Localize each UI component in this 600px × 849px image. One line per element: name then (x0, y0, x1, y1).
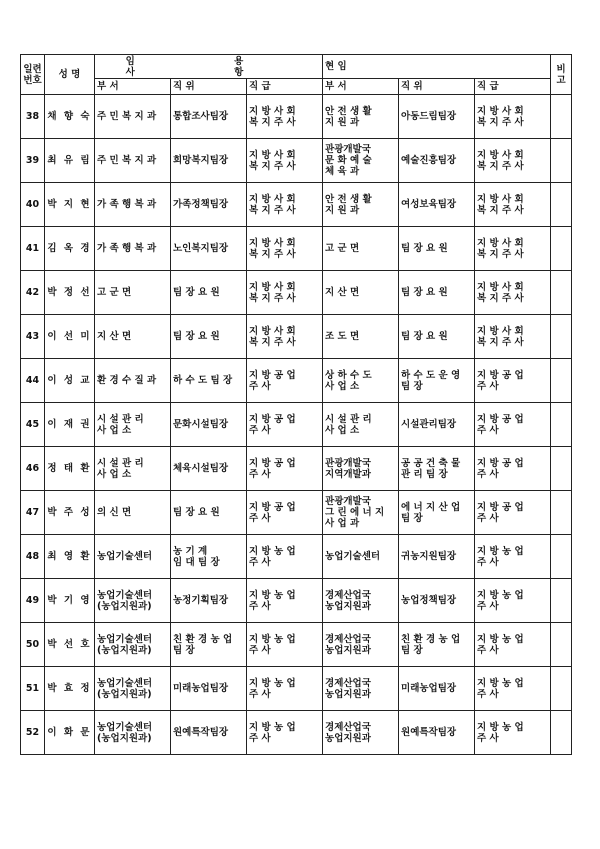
cell-text: 지 방 사 회 복 지 주 사 (249, 193, 296, 216)
cell-a-pos (171, 183, 247, 227)
person-name: 최 영 환 (45, 535, 95, 579)
person-name: 박 정 선 (45, 271, 95, 315)
serial-number: 43 (21, 315, 45, 359)
cell-a-grade (247, 667, 323, 711)
note-cell (551, 359, 572, 403)
table-row (21, 315, 572, 359)
note-cell (551, 139, 572, 183)
cell-text: 지 방 사 회 복 지 주 사 (477, 281, 524, 304)
table-row (21, 139, 572, 183)
cell-a-grade (247, 95, 323, 139)
person-name: 이 선 미 (45, 315, 95, 359)
cell-c-pos (399, 315, 475, 359)
cell-text: 관광개발국 지역개발과 (325, 457, 371, 480)
serial-number: 52 (21, 711, 45, 755)
cell-c-pos (399, 227, 475, 271)
cell-a-dept (95, 535, 171, 579)
cell-c-grade (475, 403, 551, 447)
table-row (21, 183, 572, 227)
person-name: 이 성 교 (45, 359, 95, 403)
cell-text: 공 공 건 축 물 관 리 팀 장 (401, 457, 461, 480)
cell-text: 귀농지원팀장 (401, 551, 457, 562)
cell-text: 지 방 사 회 복 지 주 사 (477, 149, 524, 172)
cell-c-pos (399, 403, 475, 447)
cell-text: 농업기술센터 (농업지원과) (97, 677, 153, 700)
cell-text: 안 전 생 활 지 원 과 (325, 105, 372, 128)
note-cell (551, 623, 572, 667)
cell-c-grade (475, 711, 551, 755)
cell-c-dept (323, 623, 399, 667)
current-position-header (323, 55, 551, 79)
cell-c-dept (323, 579, 399, 623)
cell-text: 관광개발국 그 린 에 너 지 사 업 과 (325, 496, 385, 529)
serial-number: 40 (21, 183, 45, 227)
note-header: 비 고 (551, 55, 572, 95)
cell-a-pos (171, 579, 247, 623)
cell-text: 의 신 면 (97, 507, 132, 518)
cell-text: 지 방 사 회 복 지 주 사 (249, 325, 296, 348)
cell-c-pos (399, 491, 475, 535)
appoint-position-header: 직 위 (171, 79, 247, 95)
serial-number: 48 (21, 535, 45, 579)
cell-c-pos (399, 359, 475, 403)
cell-a-dept (95, 139, 171, 183)
cell-text: 상 하 수 도 사 업 소 (325, 369, 372, 392)
note-cell (551, 315, 572, 359)
cell-text: 고 군 면 (97, 287, 132, 298)
cell-a-dept (95, 623, 171, 667)
current-header-text: 현 임 (325, 61, 347, 72)
note-cell (551, 183, 572, 227)
cell-text: 지 방 농 업 주 사 (477, 633, 524, 656)
cell-c-dept (323, 271, 399, 315)
person-name: 박 기 영 (45, 579, 95, 623)
cell-text: 팀 장 요 원 (401, 287, 448, 298)
cell-c-dept (323, 535, 399, 579)
note-cell (551, 711, 572, 755)
cell-c-dept (323, 667, 399, 711)
note-cell (551, 667, 572, 711)
table-row (21, 359, 572, 403)
cell-a-grade (247, 711, 323, 755)
personnel-appointment-table (20, 54, 572, 755)
cell-text: 지 방 사 회 복 지 주 사 (249, 149, 296, 172)
note-cell (551, 95, 572, 139)
serial-number: 47 (21, 491, 45, 535)
cell-text: 지 방 공 업 주 사 (477, 457, 524, 480)
cell-c-pos (399, 183, 475, 227)
serial-number: 44 (21, 359, 45, 403)
person-name: 최 유 림 (45, 139, 95, 183)
cell-text: 지 방 공 업 주 사 (249, 501, 296, 524)
cell-text: 미래농업팀장 (173, 683, 229, 694)
cell-c-grade (475, 183, 551, 227)
serial-number: 39 (21, 139, 45, 183)
person-name: 김 옥 경 (45, 227, 95, 271)
current-grade-header: 직 급 (475, 79, 551, 95)
cell-c-dept (323, 711, 399, 755)
cell-a-pos (171, 403, 247, 447)
cell-a-dept (95, 711, 171, 755)
cell-text: 체육시설팀장 (173, 463, 229, 474)
note-cell (551, 579, 572, 623)
cell-c-dept (323, 95, 399, 139)
table-row (21, 535, 572, 579)
table-row (21, 271, 572, 315)
table-row (21, 579, 572, 623)
cell-text: 농업정책팀장 (401, 595, 457, 606)
cell-a-grade (247, 447, 323, 491)
cell-text: 지 방 공 업 주 사 (477, 413, 524, 436)
table-row (21, 623, 572, 667)
serial-number: 51 (21, 667, 45, 711)
cell-text: 노인복지팀장 (173, 243, 229, 254)
cell-a-pos (171, 623, 247, 667)
table-row (21, 95, 572, 139)
person-name: 이 화 문 (45, 711, 95, 755)
serial-header: 일련 번호 (21, 55, 45, 95)
cell-c-grade (475, 315, 551, 359)
person-name: 박 주 성 (45, 491, 95, 535)
current-position-col-header: 직 위 (399, 79, 475, 95)
cell-c-dept (323, 139, 399, 183)
cell-text: 지 방 농 업 주 사 (477, 721, 524, 744)
current-dept-header: 부 서 (323, 79, 399, 95)
cell-text: 팀 장 요 원 (401, 243, 448, 254)
cell-text: 지 방 사 회 복 지 주 사 (249, 281, 296, 304)
cell-text: 농업기술센터 (농업지원과) (97, 721, 153, 744)
person-name: 이 재 권 (45, 403, 95, 447)
cell-a-grade (247, 315, 323, 359)
cell-a-pos (171, 491, 247, 535)
cell-text: 지 산 면 (325, 287, 360, 298)
serial-number: 41 (21, 227, 45, 271)
cell-text: 주 민 복 지 과 (97, 155, 157, 166)
cell-c-pos (399, 95, 475, 139)
cell-text: 지 방 농 업 주 사 (249, 721, 296, 744)
cell-c-grade (475, 139, 551, 183)
cell-text: 지 방 농 업 주 사 (249, 589, 296, 612)
cell-text: 원예특작팀장 (173, 727, 229, 738)
cell-a-dept (95, 315, 171, 359)
cell-text: 지 방 농 업 주 사 (477, 677, 524, 700)
appoint-grade-header: 직 급 (247, 79, 323, 95)
table-row (21, 447, 572, 491)
cell-c-pos (399, 623, 475, 667)
cell-c-grade (475, 667, 551, 711)
cell-a-dept (95, 447, 171, 491)
cell-a-grade (247, 623, 323, 667)
cell-a-dept (95, 491, 171, 535)
cell-c-dept (323, 315, 399, 359)
person-name: 박 지 현 (45, 183, 95, 227)
serial-number: 45 (21, 403, 45, 447)
note-cell (551, 491, 572, 535)
cell-text: 하 수 도 팀 장 (173, 375, 233, 386)
cell-text: 지 방 농 업 주 사 (249, 633, 296, 656)
cell-text: 지 방 사 회 복 지 주 사 (477, 325, 524, 348)
table-row (21, 403, 572, 447)
cell-a-pos (171, 359, 247, 403)
cell-a-grade (247, 227, 323, 271)
cell-text: 지 산 면 (97, 331, 132, 342)
cell-text: 원예특작팀장 (401, 727, 457, 738)
cell-text: 팀 장 요 원 (401, 331, 448, 342)
cell-text: 희망복지팀장 (173, 155, 229, 166)
appoint-dept-header: 부 서 (95, 79, 171, 95)
cell-text: 지 방 농 업 주 사 (249, 677, 296, 700)
cell-text: 아동드림팀장 (401, 111, 457, 122)
cell-text: 하 수 도 운 영 팀 장 (401, 369, 461, 392)
name-header: 성 명 (45, 55, 95, 95)
cell-text: 통합조사팀장 (173, 111, 229, 122)
cell-text: 지 방 사 회 복 지 주 사 (477, 237, 524, 260)
cell-a-dept (95, 359, 171, 403)
cell-a-pos (171, 95, 247, 139)
cell-text: 지 방 공 업 주 사 (249, 457, 296, 480)
cell-text: 지 방 농 업 주 사 (477, 545, 524, 568)
cell-text: 여성보육팀장 (401, 199, 457, 210)
cell-a-pos (171, 315, 247, 359)
person-name: 박 효 정 (45, 667, 95, 711)
note-cell (551, 271, 572, 315)
cell-text: 지 방 농 업 주 사 (249, 545, 296, 568)
note-cell (551, 403, 572, 447)
cell-text: 에 너 지 산 업 팀 장 (401, 501, 461, 524)
cell-c-dept (323, 403, 399, 447)
cell-c-pos (399, 447, 475, 491)
cell-c-grade (475, 623, 551, 667)
cell-c-pos (399, 271, 475, 315)
cell-a-grade (247, 491, 323, 535)
cell-text: 문화시설팀장 (173, 419, 229, 430)
cell-c-pos (399, 711, 475, 755)
cell-text: 지 방 공 업 주 사 (249, 369, 296, 392)
cell-text: 농정기획팀장 (173, 595, 229, 606)
cell-c-grade (475, 359, 551, 403)
cell-c-pos (399, 579, 475, 623)
cell-a-grade (247, 359, 323, 403)
serial-number: 49 (21, 579, 45, 623)
cell-c-dept (323, 183, 399, 227)
cell-text: 조 도 면 (325, 331, 360, 342)
cell-text: 친 환 경 농 업 팀 장 (173, 633, 233, 656)
cell-text: 지 방 농 업 주 사 (477, 589, 524, 612)
cell-c-pos (399, 139, 475, 183)
cell-a-pos (171, 227, 247, 271)
note-cell (551, 227, 572, 271)
cell-a-dept (95, 95, 171, 139)
cell-c-grade (475, 271, 551, 315)
cell-text: 팀 장 요 원 (173, 287, 220, 298)
cell-c-pos (399, 535, 475, 579)
cell-c-pos (399, 667, 475, 711)
table-row (21, 491, 572, 535)
cell-c-grade (475, 535, 551, 579)
serial-number: 50 (21, 623, 45, 667)
cell-a-dept (95, 271, 171, 315)
cell-a-dept (95, 579, 171, 623)
cell-text: 주 민 복 지 과 (97, 111, 157, 122)
table-row (21, 227, 572, 271)
person-name: 채 향 숙 (45, 95, 95, 139)
cell-text: 시 설 관 리 사 업 소 (97, 457, 144, 480)
cell-text: 경제산업국 농업지원과 (325, 589, 371, 612)
cell-text: 친 환 경 농 업 팀 장 (401, 633, 461, 656)
person-name: 박 선 호 (45, 623, 95, 667)
table-row (21, 667, 572, 711)
cell-a-grade (247, 535, 323, 579)
cell-text: 시 설 관 리 사 업 소 (97, 413, 144, 436)
cell-text: 안 전 생 활 지 원 과 (325, 193, 372, 216)
cell-a-dept (95, 403, 171, 447)
note-cell (551, 535, 572, 579)
cell-text: 지 방 사 회 복 지 주 사 (249, 105, 296, 128)
cell-text: 농 기 계 임 대 팀 장 (173, 545, 220, 568)
appointment-header: 임 용 사 항 (95, 55, 323, 79)
cell-c-grade (475, 447, 551, 491)
cell-a-pos (171, 711, 247, 755)
cell-c-dept (323, 491, 399, 535)
cell-c-grade (475, 227, 551, 271)
cell-text: 시설관리팀장 (401, 419, 457, 430)
cell-a-dept (95, 667, 171, 711)
cell-a-grade (247, 271, 323, 315)
cell-text: 미래농업팀장 (401, 683, 457, 694)
cell-text: 경제산업국 농업지원과 (325, 633, 371, 656)
cell-a-grade (247, 139, 323, 183)
cell-text: 지 방 사 회 복 지 주 사 (249, 237, 296, 260)
cell-c-grade (475, 491, 551, 535)
cell-a-grade (247, 183, 323, 227)
cell-c-grade (475, 95, 551, 139)
cell-text: 팀 장 요 원 (173, 331, 220, 342)
cell-text: 예술진흥팀장 (401, 155, 457, 166)
note-cell (551, 447, 572, 491)
cell-text: 가 족 행 복 과 (97, 243, 157, 254)
cell-c-dept (323, 359, 399, 403)
cell-a-pos (171, 139, 247, 183)
cell-a-pos (171, 271, 247, 315)
cell-text: 지 방 사 회 복 지 주 사 (477, 105, 524, 128)
serial-number: 42 (21, 271, 45, 315)
cell-text: 지 방 공 업 주 사 (477, 501, 524, 524)
cell-c-dept (323, 227, 399, 271)
cell-text: 농업기술센터 (농업지원과) (97, 589, 153, 612)
cell-text: 고 군 면 (325, 243, 360, 254)
cell-text: 환 경 수 질 과 (97, 375, 157, 386)
cell-a-pos (171, 447, 247, 491)
cell-text: 가 족 행 복 과 (97, 199, 157, 210)
cell-a-dept (95, 227, 171, 271)
cell-text: 가족정책팀장 (173, 199, 229, 210)
cell-text: 농업기술센터 (97, 551, 153, 562)
cell-text: 지 방 사 회 복 지 주 사 (477, 193, 524, 216)
cell-text: 지 방 공 업 주 사 (477, 369, 524, 392)
serial-number: 46 (21, 447, 45, 491)
cell-c-grade (475, 579, 551, 623)
cell-text: 농업기술센터 (농업지원과) (97, 633, 153, 656)
cell-text: 경제산업국 농업지원과 (325, 721, 371, 744)
cell-a-grade (247, 403, 323, 447)
serial-number: 38 (21, 95, 45, 139)
cell-a-dept (95, 183, 171, 227)
cell-text: 지 방 공 업 주 사 (249, 413, 296, 436)
cell-text: 관광개발국 문 화 예 술 체 육 과 (325, 144, 372, 177)
cell-text: 경제산업국 농업지원과 (325, 677, 371, 700)
cell-a-pos (171, 535, 247, 579)
cell-a-grade (247, 579, 323, 623)
cell-c-dept (323, 447, 399, 491)
table-row (21, 711, 572, 755)
cell-text: 팀 장 요 원 (173, 507, 220, 518)
person-name: 정 태 환 (45, 447, 95, 491)
cell-a-pos (171, 667, 247, 711)
cell-text: 농업기술센터 (325, 551, 381, 562)
cell-text: 시 설 관 리 사 업 소 (325, 413, 372, 436)
